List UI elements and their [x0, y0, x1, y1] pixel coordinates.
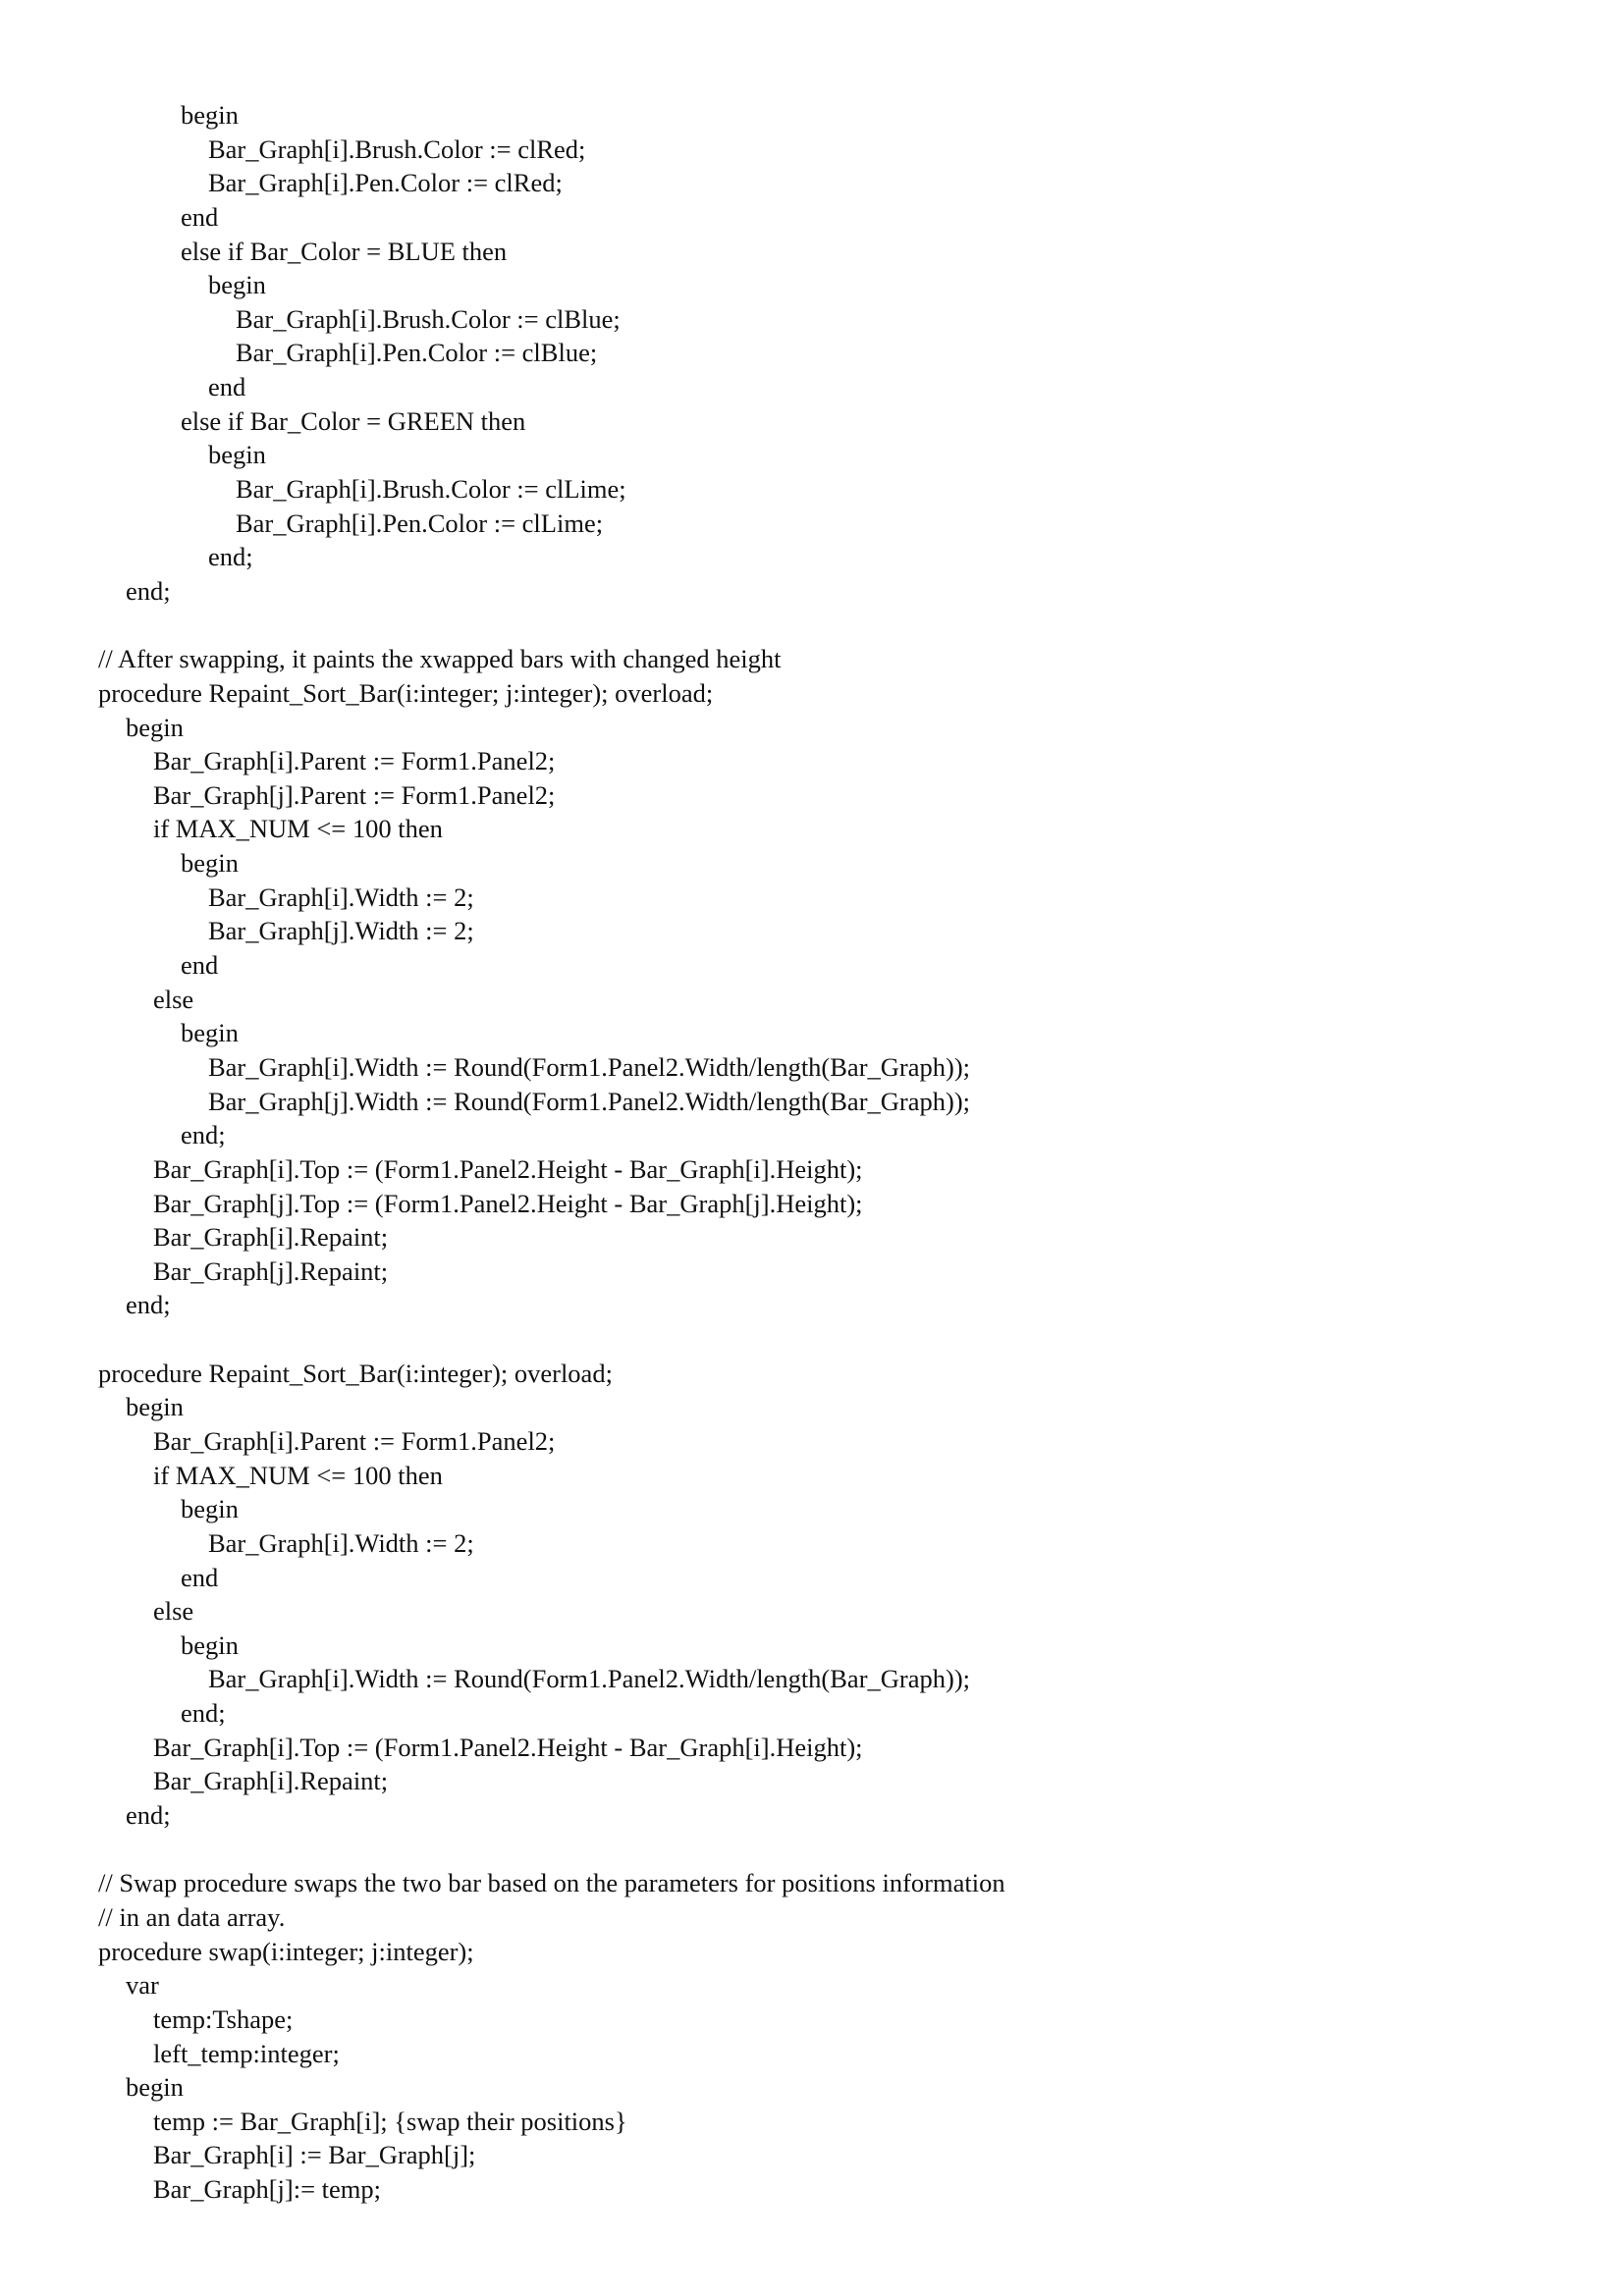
- code-line: Bar_Graph[j]:= temp;: [153, 2174, 382, 2205]
- code-line: end;: [181, 1698, 226, 1729]
- code-line: else: [153, 1596, 194, 1627]
- code-line: else if Bar_Color = GREEN then: [181, 405, 526, 436]
- code-line: procedure Repaint_Sort_Bar(i:integer); overload;: [98, 1358, 613, 1388]
- code-line: end: [181, 201, 219, 232]
- code-line: begin: [181, 1494, 239, 1524]
- code-line: temp:Tshape;: [153, 2003, 294, 2034]
- code-listing: [98, 98, 1005, 2207]
- code-line: Bar_Graph[i].Pen.Color := clBlue;: [236, 338, 598, 368]
- code-line: begin: [181, 1018, 239, 1048]
- code-line: end;: [208, 542, 253, 572]
- code-line: procedure Repaint_Sort_Bar(i:integer; j:integer); overload;: [98, 677, 714, 708]
- code-line: left_temp:integer;: [153, 2038, 340, 2068]
- code-line: var: [126, 1970, 159, 2001]
- code-line: Bar_Graph[i].Parent := Form1.Panel2;: [153, 746, 556, 776]
- code-line: begin: [181, 100, 239, 130]
- code-line: end: [208, 372, 246, 402]
- code-line: Bar_Graph[i].Width := 2;: [208, 1527, 474, 1558]
- code-line: end: [181, 950, 219, 981]
- code-line: Bar_Graph[j].Width := Round(Form1.Panel2.Width/length(Bar_Graph));: [208, 1086, 971, 1116]
- code-line: end;: [126, 1800, 171, 1831]
- code-line: end: [181, 1562, 219, 1592]
- code-line: Bar_Graph[j].Width := 2;: [208, 916, 474, 946]
- code-line: Bar_Graph[i].Top := (Form1.Panel2.Height - Bar_Graph[i].Height);: [153, 1732, 863, 1762]
- code-line: temp := Bar_Graph[i]; {swap their positions}: [153, 2106, 627, 2136]
- code-line: [98, 1322, 1005, 1357]
- code-line: Bar_Graph[j].Top := (Form1.Panel2.Height - Bar_Graph[j].Height);: [153, 1188, 863, 1218]
- code-line: [98, 1833, 1005, 1867]
- code-line: end;: [126, 1290, 171, 1320]
- code-line: Bar_Graph[i].Top := (Form1.Panel2.Height - Bar_Graph[i].Height);: [153, 1153, 863, 1184]
- code-line: Bar_Graph[i].Brush.Color := clRed;: [208, 133, 586, 164]
- code-line: Bar_Graph[i].Pen.Color := clLime;: [236, 507, 604, 538]
- code-line: Bar_Graph[i].Pen.Color := clRed;: [208, 168, 563, 198]
- code-line: else: [153, 984, 194, 1014]
- code-line: Bar_Graph[i].Width := Round(Form1.Panel2.Width/length(Bar_Graph));: [208, 1051, 971, 1082]
- code-line: Bar_Graph[i].Repaint;: [153, 1222, 389, 1253]
- code-line: begin: [208, 270, 266, 300]
- code-line: if MAX_NUM <= 100 then: [153, 1460, 443, 1490]
- code-line: begin: [126, 712, 184, 742]
- code-line: begin: [126, 2072, 184, 2103]
- code-line: Bar_Graph[i].Brush.Color := clBlue;: [236, 303, 621, 334]
- code-comment-line: // Swap procedure swaps the two bar based on the parameters for positions information: [98, 1868, 1005, 1898]
- code-line: begin: [126, 1392, 184, 1422]
- code-line: Bar_Graph[i].Repaint;: [153, 1766, 389, 1796]
- code-line: Bar_Graph[i] := Bar_Graph[j];: [153, 2140, 476, 2170]
- code-line: Bar_Graph[i].Width := Round(Form1.Panel2.Width/length(Bar_Graph));: [208, 1664, 971, 1694]
- code-line: end;: [126, 575, 171, 606]
- code-line: end;: [181, 1120, 226, 1150]
- code-line: if MAX_NUM <= 100 then: [153, 814, 443, 844]
- code-line: begin: [181, 1629, 239, 1660]
- code-line: else if Bar_Color = BLUE then: [181, 236, 508, 266]
- code-line: Bar_Graph[j].Parent := Form1.Panel2;: [153, 779, 556, 810]
- code-line: Bar_Graph[i].Parent := Form1.Panel2;: [153, 1425, 556, 1456]
- code-line: [98, 609, 1005, 643]
- code-comment-line: // After swapping, it paints the xwapped bars with changed height: [98, 644, 782, 674]
- code-line: Bar_Graph[i].Brush.Color := clLime;: [236, 474, 626, 505]
- code-line: Bar_Graph[i].Width := 2;: [208, 881, 474, 912]
- code-comment-line: // in an data array.: [98, 1901, 286, 1932]
- code-line: begin: [181, 848, 239, 879]
- code-line: begin: [208, 440, 266, 470]
- code-line: Bar_Graph[j].Repaint;: [153, 1255, 389, 1286]
- code-line: procedure swap(i:integer; j:integer);: [98, 1936, 474, 1966]
